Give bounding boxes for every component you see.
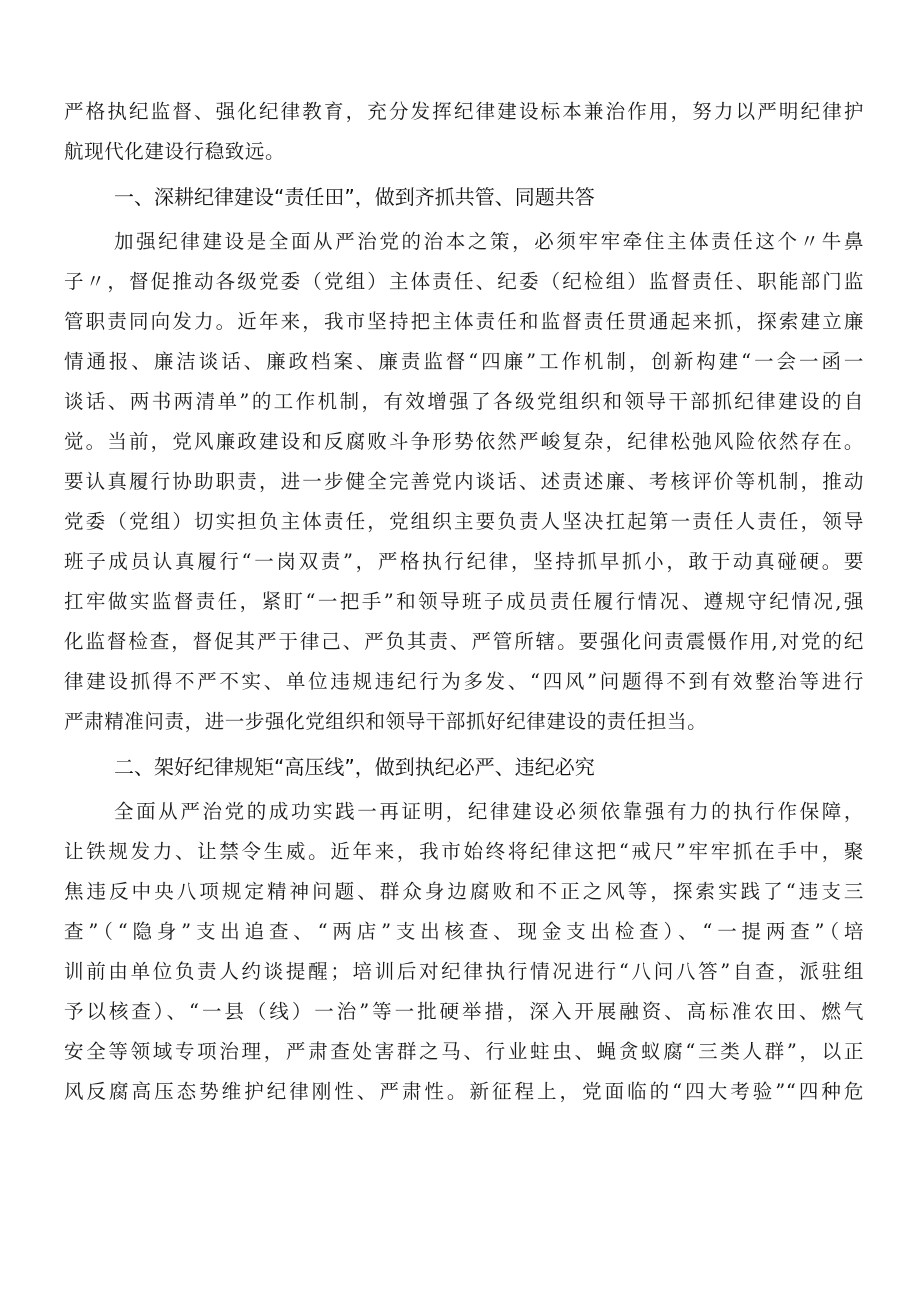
paragraph-line: 严格执纪监督、强化纪律教育，充分发挥纪律建设标本兼治作用，努力以严明纪律护 (64, 100, 864, 123)
paragraph-line: 查”（“隐身”支出追查、“两店”支出核查、现金支出检查）、“一提两查”（培 (64, 920, 864, 943)
paragraph-line: 严肃精准问责，进一步强化党组织和领导干部抓好纪律建设的责任担当。 (64, 710, 708, 733)
paragraph-line: 党委（党组）切实担负主体责任，党组织主要负责人坚决扛起第一责任人责任，领导 (64, 510, 864, 533)
paragraph-line: 加强纪律建设是全面从严治党的治本之策，必须牢牢牵住主体责任这个〃牛鼻 (114, 230, 864, 253)
section-heading-2: 二、架好纪律规矩“高压线”，做到执纪必严、违纪必究 (114, 755, 595, 779)
paragraph-line: 律建设抓得不严不实、单位违规违纪行为多发、“四风”问题得不到有效整治等进行 (64, 670, 864, 693)
paragraph-line: 安全等领域专项治理，严肃查处害群之马、行业蛀虫、蝇贪蚁腐“三类人群”，以正 (64, 1040, 864, 1063)
paragraph-line: 风反腐高压态势维护纪律刚性、严肃性。新征程上，党面临的“四大考验”“四种危 (64, 1080, 864, 1103)
paragraph-line: 航现代化建设行稳致远。 (64, 140, 286, 163)
paragraph-line: 要认真履行协助职责，进一步健全完善党内谈话、述责述廉、考核评价等机制，推动 (64, 470, 864, 493)
paragraph-line: 化监督检查，督促其严于律己、严负其责、严管所辖。要强化问责震慑作用,对党的纪 (64, 630, 864, 653)
paragraph-line: 焦违反中央八项规定精神问题、群众身边腐败和不正之风等，探索实践了“违支三 (64, 880, 864, 903)
paragraph-line: 子〃，督促推动各级党委（党组）主体责任、纪委（纪检组）监督责任、职能部门监 (64, 270, 864, 293)
paragraph-line: 觉。当前，党风廉政建设和反腐败斗争形势依然严峻复杂，纪律松弛风险依然存在。 (64, 430, 864, 453)
document-body (64, 92, 864, 1112)
paragraph-line: 管职责同向发力。近年来，我市坚持把主体责任和监督责任贯通起来抓，探索建立廉 (64, 310, 864, 333)
paragraph-line: 让铁规发力、让禁令生威。近年来，我市始终将纪律这把“戒尺”牢牢抓在手中，聚 (64, 840, 864, 863)
paragraph-line: 班子成员认真履行“一岗双责”，严格执行纪律，坚持抓早抓小，敢于动真碰硬。要 (64, 550, 864, 573)
section-heading-1: 一、深耕纪律建设“责任田”，做到齐抓共管、同题共答 (114, 185, 595, 209)
paragraph-line: 情通报、廉洁谈话、廉政档案、廉责监督“四廉”工作机制，创新构建“一会一函一 (64, 350, 864, 373)
paragraph-line: 谈话、两书两清单”的工作机制，有效增强了各级党组织和领导干部抓纪律建设的自 (64, 390, 864, 413)
paragraph-line: 扛牢做实监督责任，紧盯“一把手”和领导班子成员责任履行情况、遵规守纪情况,强 (64, 590, 864, 613)
paragraph-line: 全面从严治党的成功实践一再证明，纪律建设必须依靠强有力的执行作保障， (114, 800, 864, 823)
paragraph-line: 予以核查）、“一县（线）一治”等一批硬举措，深入开展融资、高标准农田、燃气 (64, 1000, 864, 1023)
paragraph-line: 训前由单位负责人约谈提醒；培训后对纪律执行情况进行“八问八答”自查，派驻组 (64, 960, 864, 983)
